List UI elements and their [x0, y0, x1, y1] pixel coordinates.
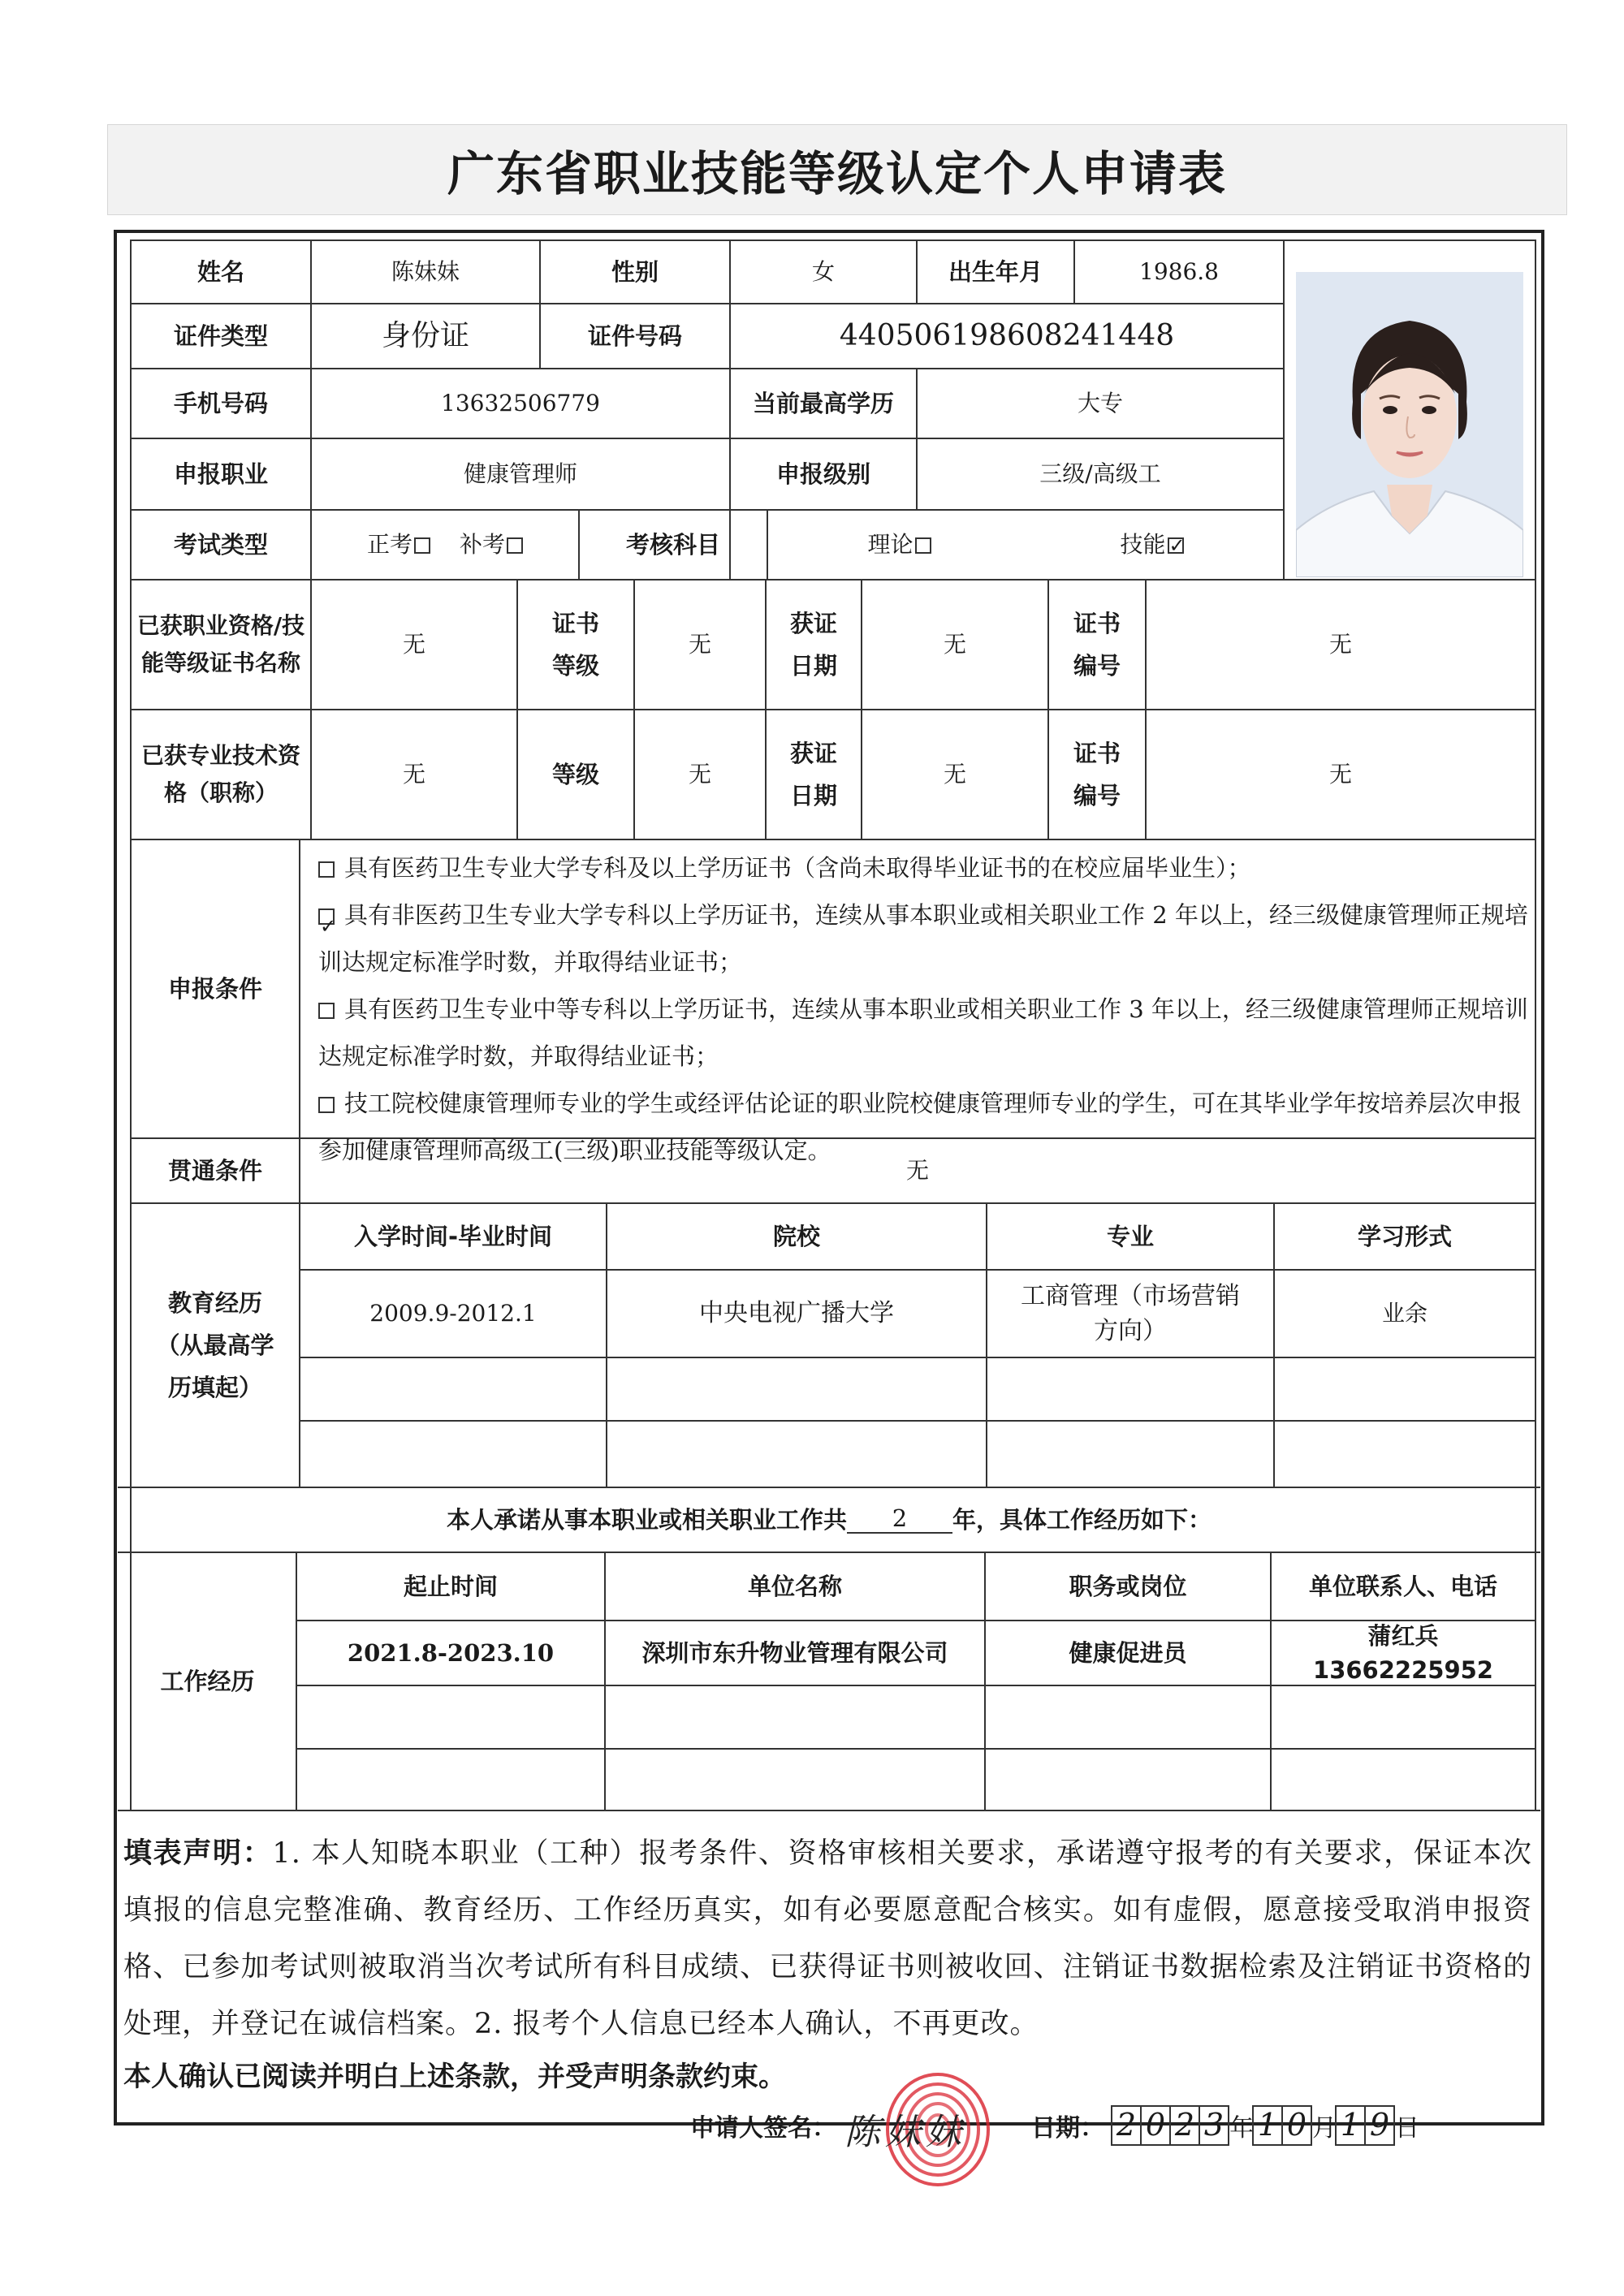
- edu-row-3-school[interactable]: [607, 1422, 986, 1487]
- edu-row-1-period[interactable]: 2009.9-2012.1: [369, 1299, 537, 1327]
- through-condition-label: 贯通条件: [167, 1156, 262, 1185]
- occupation-label: 申报职业: [173, 460, 268, 488]
- edu-header-study-form: 学习形式: [1357, 1222, 1452, 1250]
- phone-label: 手机号码: [173, 389, 268, 417]
- education-history-label: 教育经历（从最高学历填起）: [156, 1288, 274, 1402]
- exam-normal-option[interactable]: [367, 529, 430, 562]
- edu-row-1-major[interactable]: 工商管理（市场营销方向）: [1021, 1281, 1240, 1345]
- work-header-contact: 单位联系人、电话: [1308, 1572, 1497, 1600]
- year-digit: 0: [1140, 2105, 1171, 2146]
- condition-item-2[interactable]: [318, 891, 1528, 986]
- day-unit: 日: [1395, 2114, 1419, 2143]
- month-digit: 1: [1252, 2105, 1283, 2146]
- signature-year[interactable]: [1112, 2105, 1229, 2146]
- declaration-label: 填表声明：: [123, 1837, 273, 1870]
- subject-skill-text: 技能: [1120, 530, 1166, 558]
- work-row-1-company[interactable]: 深圳市东升物业管理有限公司: [641, 1638, 948, 1667]
- work-row-3-contact[interactable]: [1272, 1750, 1535, 1810]
- month-unit: 月: [1312, 2114, 1337, 2143]
- work-row-3-company[interactable]: [606, 1750, 984, 1810]
- work-row-2-contact[interactable]: [1272, 1686, 1535, 1748]
- name-label: 姓名: [197, 257, 244, 286]
- level-label: 申报级别: [775, 460, 870, 488]
- through-condition-value[interactable]: 无: [905, 1156, 929, 1184]
- professional-number-label: 证书编号: [1073, 739, 1121, 809]
- exam-normal-checkbox[interactable]: [414, 537, 430, 554]
- edu-row-2-major[interactable]: [987, 1358, 1273, 1420]
- work-row-3-position[interactable]: [986, 1750, 1270, 1810]
- work-history-label: 工作经历: [160, 1667, 255, 1695]
- work-header-company: 单位名称: [747, 1572, 842, 1600]
- condition-1-checkbox[interactable]: [318, 861, 335, 878]
- signature-day[interactable]: [1337, 2105, 1395, 2146]
- edu-row-3-period[interactable]: [300, 1422, 606, 1487]
- title-banner: [107, 124, 1567, 215]
- commitment-suffix: 年，具体工作经历如下：: [952, 1505, 1212, 1534]
- qualification-name[interactable]: 无: [402, 630, 425, 658]
- edu-header-period: 入学时间-毕业时间: [353, 1222, 553, 1250]
- subject-theory-text: 理论: [867, 530, 914, 558]
- subject-theory-option[interactable]: [867, 529, 931, 562]
- applicant-photo: [1296, 272, 1523, 577]
- qualification-date-label: 获证日期: [789, 609, 837, 680]
- grid-line: [118, 1810, 1540, 1811]
- edu-row-1-school[interactable]: 中央电视广播大学: [699, 1299, 894, 1328]
- birth-label: 出生年月: [948, 257, 1043, 286]
- gender-label: 性别: [611, 257, 659, 286]
- id-number-value[interactable]: 440506198608241448: [839, 318, 1175, 352]
- edu-row-3-study-form[interactable]: [1275, 1422, 1535, 1487]
- subject-skill-option[interactable]: [1120, 529, 1183, 562]
- exam-makeup-text: 补考: [460, 530, 506, 558]
- id-number-label: 证件号码: [587, 322, 682, 350]
- edu-row-2-study-form[interactable]: [1275, 1358, 1535, 1420]
- level-value[interactable]: 三级/高级工: [1039, 460, 1161, 487]
- work-row-1-position[interactable]: 健康促进员: [1069, 1638, 1187, 1667]
- declaration-confirm: 本人确认已阅读并明白上述条款，并受声明条款约束。: [123, 2061, 786, 2093]
- grid-line: [1283, 240, 1285, 579]
- subject-options: [768, 511, 1283, 579]
- year-digit: 2: [1111, 2105, 1142, 2146]
- signature-area[interactable]: [836, 2101, 1023, 2153]
- year-digit: 2: [1169, 2105, 1200, 2146]
- work-row-2-position[interactable]: [986, 1686, 1270, 1748]
- edu-row-1-study-form[interactable]: 业余: [1381, 1299, 1427, 1327]
- occupation-value[interactable]: 健康管理师: [463, 460, 577, 487]
- edu-row-2-period[interactable]: [300, 1358, 606, 1420]
- professional-date[interactable]: 无: [943, 760, 966, 788]
- qualification-number[interactable]: 无: [1328, 630, 1352, 658]
- condition-1-text: 具有医药卫生专业大学专科及以上学历证书（含尚未取得毕业证书的在校应届毕业生）；: [344, 854, 1251, 882]
- professional-level[interactable]: 无: [688, 760, 711, 788]
- grid-line: [130, 839, 1535, 840]
- grid-line: [1535, 240, 1536, 1811]
- work-commitment: [119, 1488, 1539, 1552]
- condition-3-text: 具有医药卫生专业中等专科以上学历证书，连续从事本职业或相关职业工作 3 年以上，经三级健康管理师正规培训达规定标准学时数，并取得结业证书；: [318, 995, 1528, 1070]
- day-digit: 9: [1364, 2105, 1395, 2146]
- condition-2-checkbox[interactable]: [318, 908, 335, 925]
- work-row-2-company[interactable]: [606, 1686, 984, 1748]
- qualification-level[interactable]: 无: [688, 630, 711, 658]
- qualification-number-label: 证书编号: [1073, 609, 1121, 680]
- subject-skill-checkbox[interactable]: [1168, 537, 1184, 554]
- work-row-1-period[interactable]: 2021.8-2023.10: [347, 1638, 555, 1667]
- conditions-list: [318, 844, 1528, 1174]
- declaration-body: 1. 本人知晓本职业（工种）报考条件、资格审核相关要求，承诺遵守报考的有关要求，保证本次填报的信息完整准确、教育经历、工作经历真实，如有必要愿意配合核实。如有虚假，愿意接受取消申报资格、已参加考试则被取消当次考试所有科目成绩、已获得证书则被收回、注销证书数据检索及注销证书资格的处理，并登记在诚信档案。2. 报考个人信息已经本人确认，不再更改。: [123, 1837, 1532, 2040]
- qualification-level-label: 证书等级: [551, 609, 599, 680]
- qualification-label: 已获职业资格/技能等级证书名称: [136, 611, 305, 676]
- exam-makeup-checkbox[interactable]: [507, 537, 523, 554]
- commitment-prefix: 本人承诺从事本职业或相关职业工作共: [446, 1505, 847, 1534]
- exam-makeup-option[interactable]: [460, 529, 523, 562]
- edu-header-major: 专业: [1106, 1222, 1154, 1250]
- commitment-years[interactable]: 2: [847, 1506, 952, 1534]
- exam-type-label: 考试类型: [173, 530, 268, 559]
- declaration-text: [123, 1825, 1532, 2052]
- education-level-label: 当前最高学历: [752, 389, 894, 417]
- education-level-value[interactable]: 大专: [1077, 389, 1123, 416]
- condition-4-checkbox[interactable]: [318, 1097, 335, 1113]
- professional-title-label: 已获专业技术资格（职称）: [140, 741, 300, 806]
- professional-date-label: 获证日期: [789, 739, 837, 809]
- professional-level-label: 等级: [551, 760, 599, 788]
- work-row-1-contact[interactable]: 蒲红兵 13662225952: [1313, 1621, 1493, 1684]
- work-header-position: 职务或岗位: [1069, 1572, 1187, 1600]
- qualification-date[interactable]: 无: [943, 630, 966, 658]
- work-header-period: 起止时间: [403, 1572, 498, 1600]
- exam-type-options: [312, 511, 578, 579]
- birth-value[interactable]: 1986.8: [1139, 257, 1219, 285]
- signature-month[interactable]: [1254, 2105, 1312, 2146]
- signature-name: 陈妹妹: [844, 2112, 966, 2153]
- year-unit: 年: [1229, 2114, 1254, 2143]
- page-title: 广东省职业技能等级认定个人申请表: [447, 146, 1227, 201]
- subject-label: 考核科目: [625, 530, 720, 559]
- year-digit: 3: [1199, 2105, 1229, 2146]
- month-digit: 0: [1281, 2105, 1312, 2146]
- exam-normal-text: 正考: [366, 530, 412, 558]
- day-digit: 1: [1335, 2105, 1366, 2146]
- condition-2-text: 具有非医药卫生专业大学专科以上学历证书，连续从事本职业或相关职业工作 2 年以上，经三级健康管理师正规培训达规定标准学时数，并取得结业证书；: [318, 901, 1528, 976]
- signature-row: [690, 2101, 1419, 2153]
- name-value[interactable]: 陈妹妹: [391, 257, 460, 285]
- portrait-icon: [1296, 272, 1523, 577]
- professional-number[interactable]: 无: [1328, 760, 1352, 788]
- id-type-value[interactable]: 身份证: [381, 318, 469, 352]
- subject-theory-checkbox[interactable]: [915, 537, 931, 554]
- gender-value[interactable]: 女: [811, 257, 835, 285]
- signature-label: 申请人签名：: [690, 2114, 836, 2143]
- condition-4-text: 技工院校健康管理师专业的学生或经评估论证的职业院校健康管理师专业的学生，可在其毕业学年按培养层次申报参加健康管理师高级工(三级)职业技能等级认定。: [318, 1090, 1522, 1164]
- edu-header-school: 院校: [772, 1222, 820, 1250]
- phone-value[interactable]: 13632506779: [441, 389, 600, 416]
- edu-row-3-major[interactable]: [987, 1422, 1273, 1487]
- work-row-3-period[interactable]: [297, 1750, 604, 1810]
- condition-item-3[interactable]: [318, 986, 1528, 1080]
- professional-title-name[interactable]: 无: [402, 760, 425, 788]
- conditions-label: 申报条件: [167, 974, 262, 1003]
- signature-date-label: 日期：: [1031, 2114, 1104, 2143]
- id-type-label: 证件类型: [173, 322, 268, 350]
- work-row-2-period[interactable]: [297, 1686, 604, 1748]
- condition-item-1[interactable]: [318, 844, 1528, 891]
- condition-3-checkbox[interactable]: [318, 1003, 335, 1019]
- edu-row-2-school[interactable]: [607, 1358, 986, 1420]
